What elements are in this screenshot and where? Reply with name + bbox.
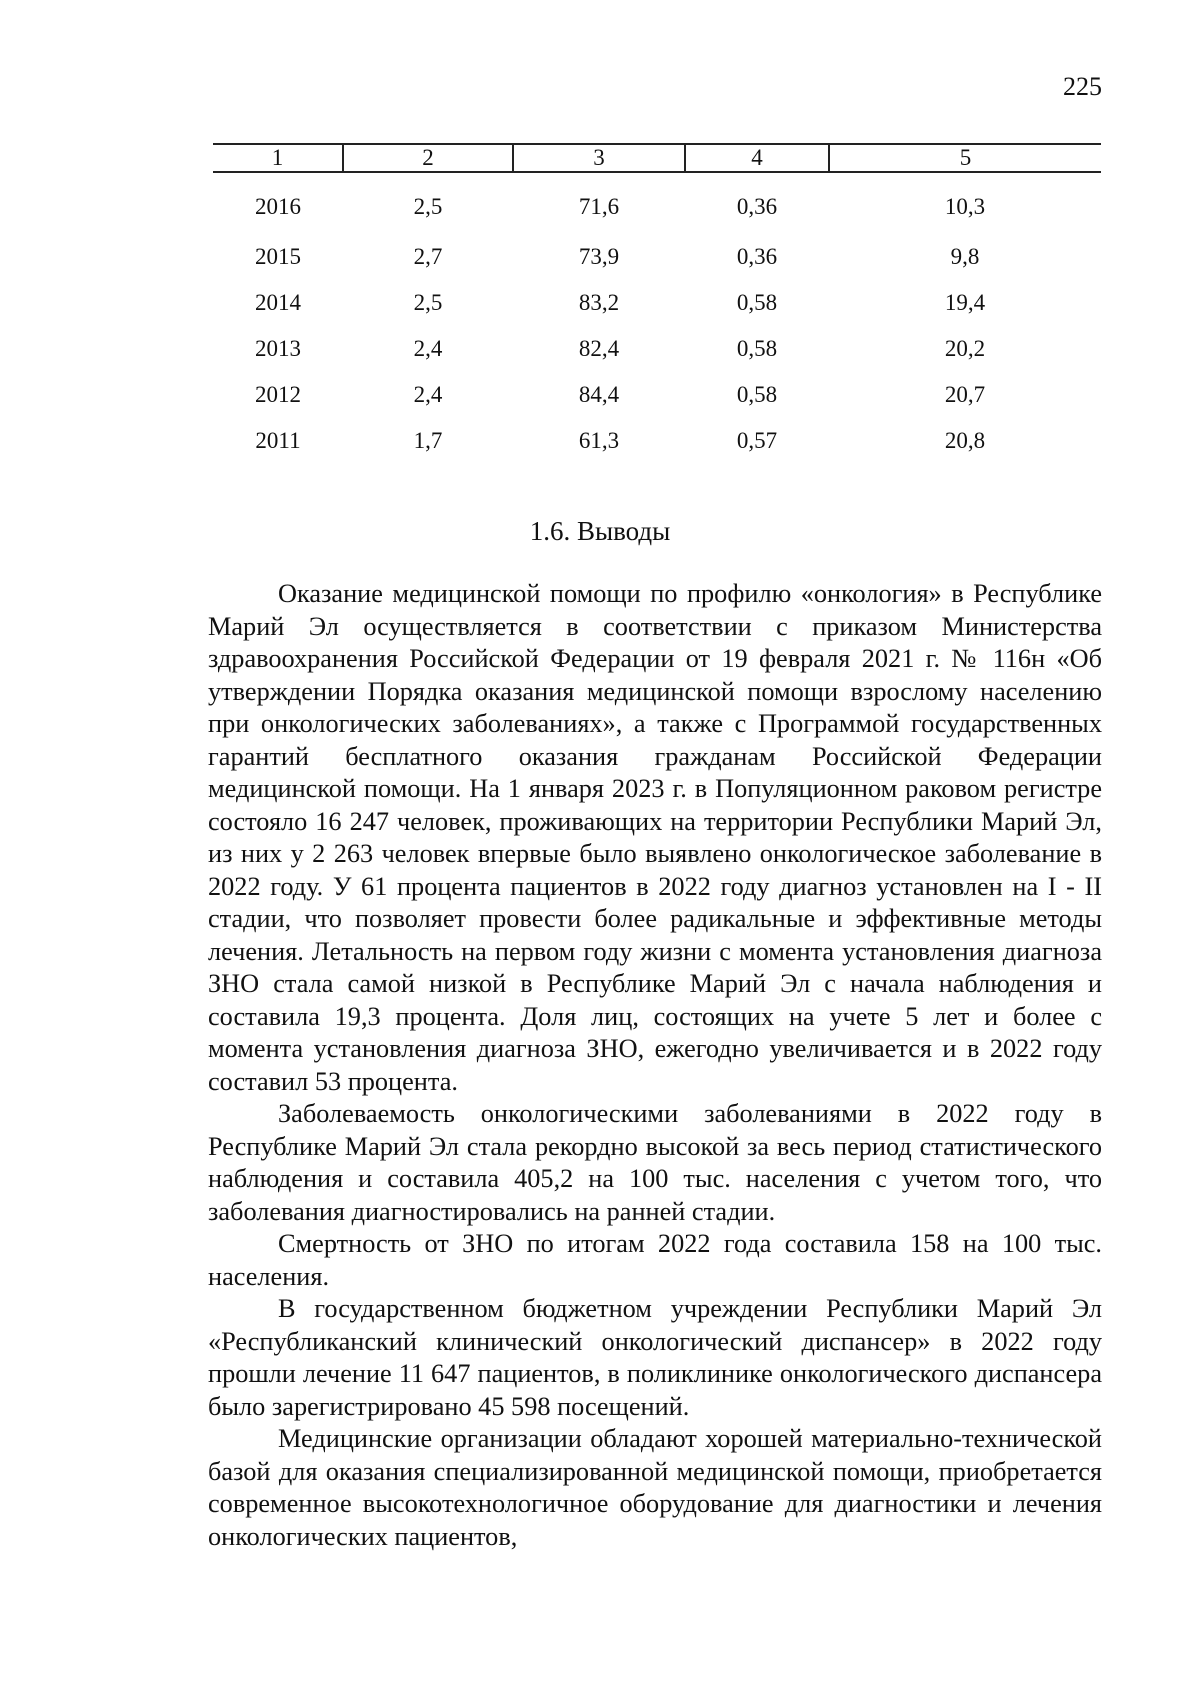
table-cell: 82,4 [578,336,620,361]
table-cell: 61,3 [578,428,620,453]
table-cell: 1,7 [413,428,443,453]
table-cell: 2013 [255,336,301,361]
page-number: 225 [1063,72,1102,101]
paragraph: Смертность от ЗНО по итогам 2022 года составила 158 на 100 тыс. населения. [208,1229,1102,1291]
table-header-cell: 4 [685,144,829,172]
table-cell: 2,7 [413,244,443,269]
paragraph: В государственном бюджетном учреждении Республики Марий Эл «Республиканский клинический онкологический диспансер» в 2022 году прошли лечение 11 647 пациентов, в поликлинике онкологического диспансера было зарегистрировано 45 598 посещений. [208,1294,1102,1421]
table-cell: 2,4 [413,336,443,361]
table-cell: 83,2 [578,290,620,315]
table-cell: 0,57 [736,428,778,453]
table-cell: 0,36 [736,244,778,269]
table-cell: 2,5 [413,290,443,315]
table-cell: 2011 [255,428,301,453]
table-cell: 20,8 [944,428,986,453]
table-cell: 2015 [255,244,301,269]
table-header-cell: 1 [213,144,343,172]
table-cell: 2014 [255,290,301,315]
table-cell: 19,4 [944,290,986,315]
table-cell: 2,5 [413,194,443,219]
table-header-row [213,144,1101,172]
table-cell: 2,4 [413,382,443,407]
table-row [213,418,1101,464]
table-cell: 0,58 [736,290,778,315]
table-row [213,234,1101,280]
table-cell: 0,58 [736,382,778,407]
table-cell: 71,6 [578,194,620,219]
table-cell: 20,2 [944,336,986,361]
statistics-table [213,143,1101,464]
table-cell: 9,8 [950,244,980,269]
paragraph: Заболеваемость онкологическими заболеваниями в 2022 году в Республике Марий Эл стала рекордно высокой за весь период статистического наблюдения и составила 405,2 на 100 тыс. населения с учетом того, что заболевания диагностировались на ранней стадии. [208,1099,1102,1226]
table-header-cell: 3 [513,144,685,172]
table-cell: 0,36 [736,194,778,219]
table-cell: 84,4 [578,382,620,407]
section-title: 1.6. Выводы [529,516,671,546]
table-cell: 2012 [255,382,301,407]
body-text [208,578,1102,1553]
table-row [213,372,1101,418]
table-row [213,172,1101,234]
table-cell: 73,9 [578,244,620,269]
table-row [213,326,1101,372]
table-header-cell: 2 [343,144,513,172]
table-cell: 10,3 [944,194,986,219]
table-header-cell: 5 [829,144,1101,172]
table-cell: 2016 [255,194,301,219]
paragraph: Оказание медицинской помощи по профилю «онкология» в Республике Марий Эл осуществляется в соответствии с приказом Министерства здравоохранения Российской Федерации от 19 февраля 2021 г. № 116н «Об утверждении Порядка оказания медицинской помощи взрослому населению при онкологических заболеваниях», а также с Программой государственных гарантий бесплатного оказания гражданам Российской Федерации медицинской помощи. На 1 января 2023 г. в Популяционном раковом регистре состояло 16 247 человек, проживающих на территории Республики Марий Эл, из них у 2 263 человек впервые было выявлено онкологическое заболевание в 2022 году. У 61 процента пациентов в 2022 году диагноз установлен на I - II стадии, что позволяет провести более радикальные и эффективные методы лечения. Летальность на первом году жизни с момента установления диагноза ЗНО стала самой низкой в Республике Марий Эл с начала наблюдения и составила 19,3 процента. Доля лиц, состоящих на учете 5 лет и более с момента установления диагноза ЗНО, ежегодно увеличивается и в 2022 году составил 53 процента. [208,579,1102,1096]
table-cell: 0,58 [736,336,778,361]
table-cell: 20,7 [944,382,986,407]
table-row [213,280,1101,326]
paragraph: Медицинские организации обладают хорошей материально-технической базой для оказания специализированной медицинской помощи, приобретается современное высокотехнологичное оборудование для диагностики и лечения онкологических пациентов, [208,1424,1102,1551]
